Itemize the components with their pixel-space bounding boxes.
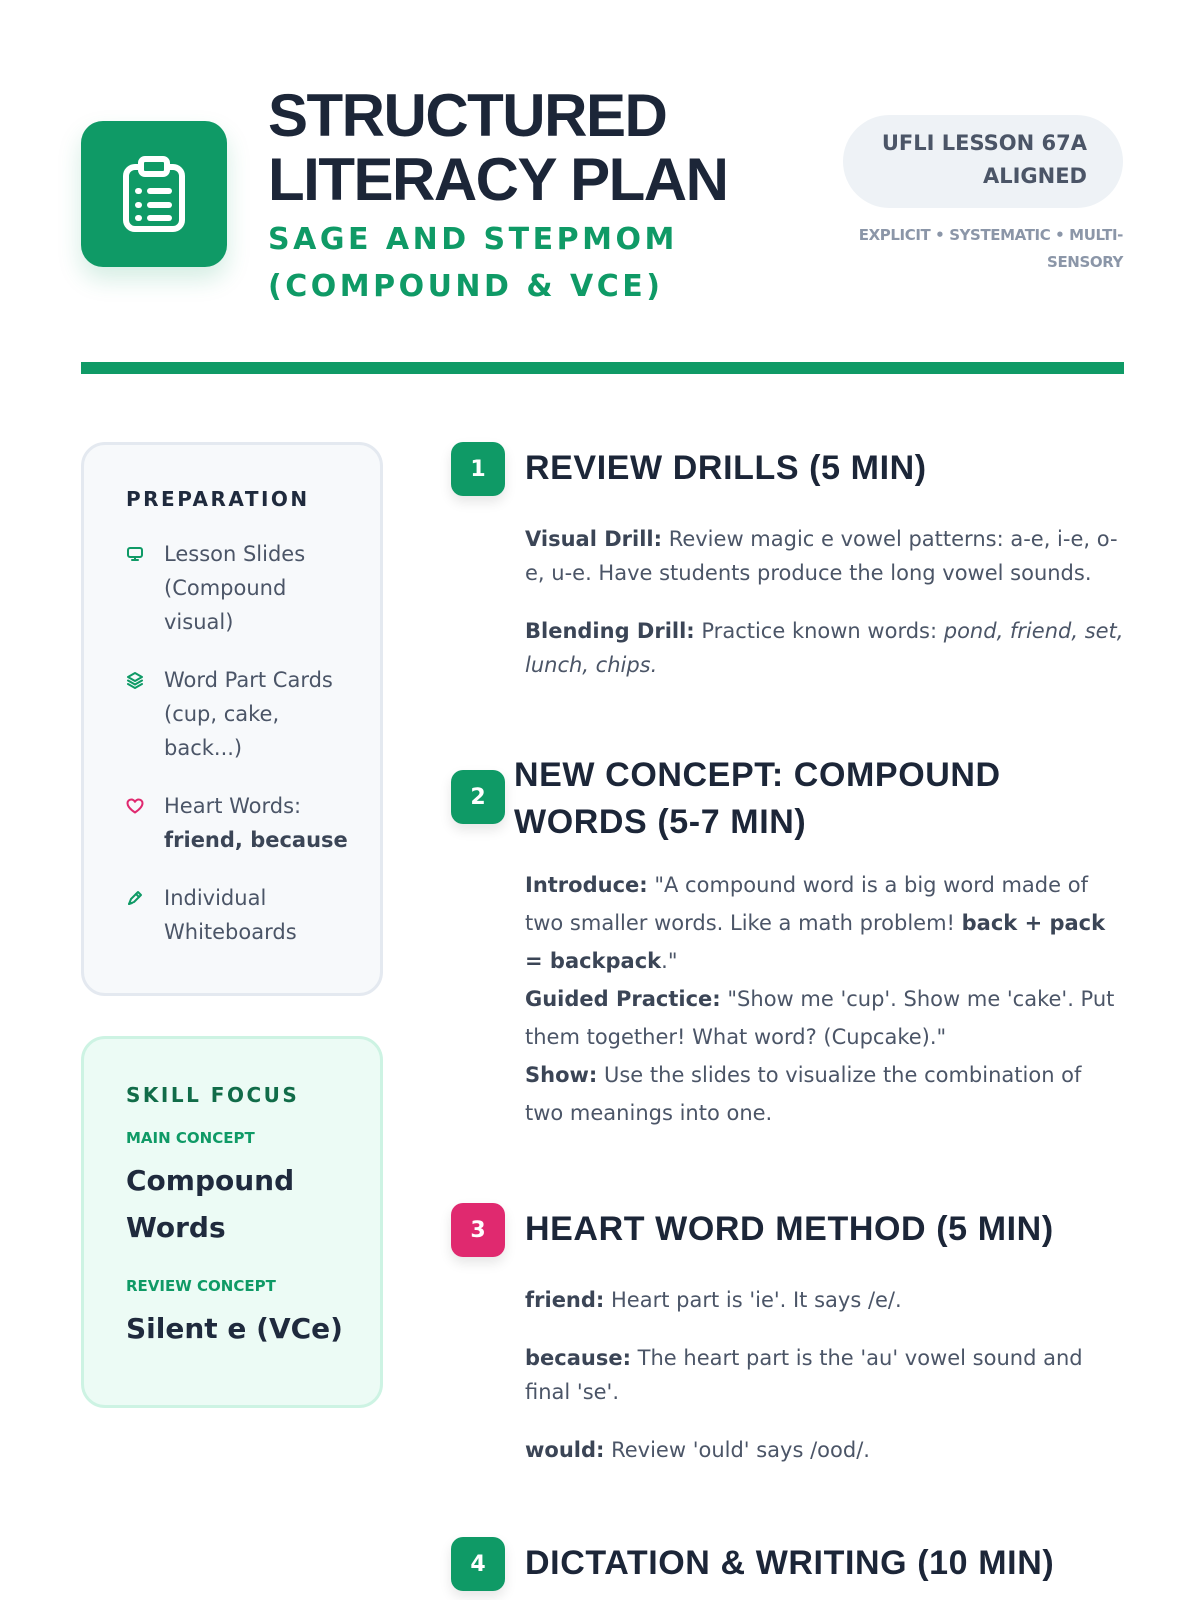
step-number-badge: 1 [451, 442, 505, 496]
paragraph: Visual Drill: Review magic e vowel patterns: a-e, i-e, o-e, u-e. Have students produce the long vowel sounds. [525, 527, 1118, 585]
list-item [126, 881, 360, 949]
list-item [126, 789, 360, 857]
preparation-list [126, 537, 360, 949]
heart-words-list: friend, because [164, 828, 348, 852]
skill-focus-card [81, 1036, 383, 1408]
monitor-icon [126, 545, 144, 563]
list-item-text: Lesson Slides (Compound visual) [164, 542, 306, 634]
section-title: REVIEW DRILLS (5 MIN) [525, 449, 927, 487]
section-title: DICTATION & WRITING (10 MIN) [525, 1544, 1055, 1582]
layers-icon [126, 671, 144, 689]
section-body [525, 1283, 1125, 1467]
pen-icon [126, 889, 144, 907]
section-title: HEART WORD METHOD (5 MIN) [525, 1210, 1054, 1248]
list-item-text: Individual Whiteboards [164, 886, 297, 944]
lesson-badge: UFLI LESSON 67A ALIGNED [843, 115, 1123, 208]
main-concept-label: MAIN CONCEPT [126, 1129, 255, 1147]
header-divider [81, 362, 1124, 374]
step-number-badge: 4 [451, 1537, 505, 1591]
list-item-text: Word Part Cards (cup, cake, back...) [164, 668, 333, 760]
section-title: NEW CONCEPT: COMPOUND WORDS (5-7 MIN) [514, 756, 1001, 841]
preparation-card [81, 442, 383, 996]
step-number-badge: 3 [451, 1203, 505, 1257]
paragraph: Blending Drill: Practice known words: pond, friend, set, lunch, chips. [525, 619, 1124, 677]
logo-badge [81, 121, 227, 267]
review-concept-label: REVIEW CONCEPT [126, 1277, 276, 1295]
heart-icon [126, 797, 144, 815]
review-concept-value: Silent e (VCe) [126, 1312, 343, 1345]
list-item-text: Heart Words: friend, because [164, 794, 348, 852]
clipboard-list-icon [121, 155, 187, 233]
tagline: EXPLICIT • SYSTEMATIC • MULTI-SENSORY [858, 226, 1123, 271]
paragraph: friend: Heart part is 'ie'. It says /e/. [525, 1288, 902, 1312]
paragraph: would: Review 'ould' says /ood/. [525, 1438, 870, 1462]
skill-focus-title: SKILL FOCUS [126, 1083, 300, 1107]
paragraph: Guided Practice: "Show me 'cup'. Show me 'cake'. Put them together! What word? (Cupcake)." [525, 987, 1115, 1049]
paragraph: because: The heart part is the 'au' vowel sound and final 'se'. [525, 1346, 1083, 1404]
page-subtitle: SAGE AND STEPMOM (COMPOUND & VCE) [268, 222, 678, 304]
page-title: STRUCTURED LITERACY PLAN [268, 82, 728, 213]
section-body [525, 522, 1125, 682]
step-number-badge: 2 [451, 770, 505, 824]
paragraph: Show: Use the slides to visualize the combination of two meanings into one. [525, 1063, 1082, 1125]
preparation-title: PREPARATION [126, 487, 310, 511]
section-body [525, 866, 1125, 1132]
list-item [126, 537, 360, 639]
list-item [126, 663, 360, 765]
paragraph: Introduce: "A compound word is a big word made of two smaller words. Like a math problem! back + pack = backpack." [525, 873, 1106, 973]
main-concept-value: Compound Words [126, 1164, 295, 1244]
